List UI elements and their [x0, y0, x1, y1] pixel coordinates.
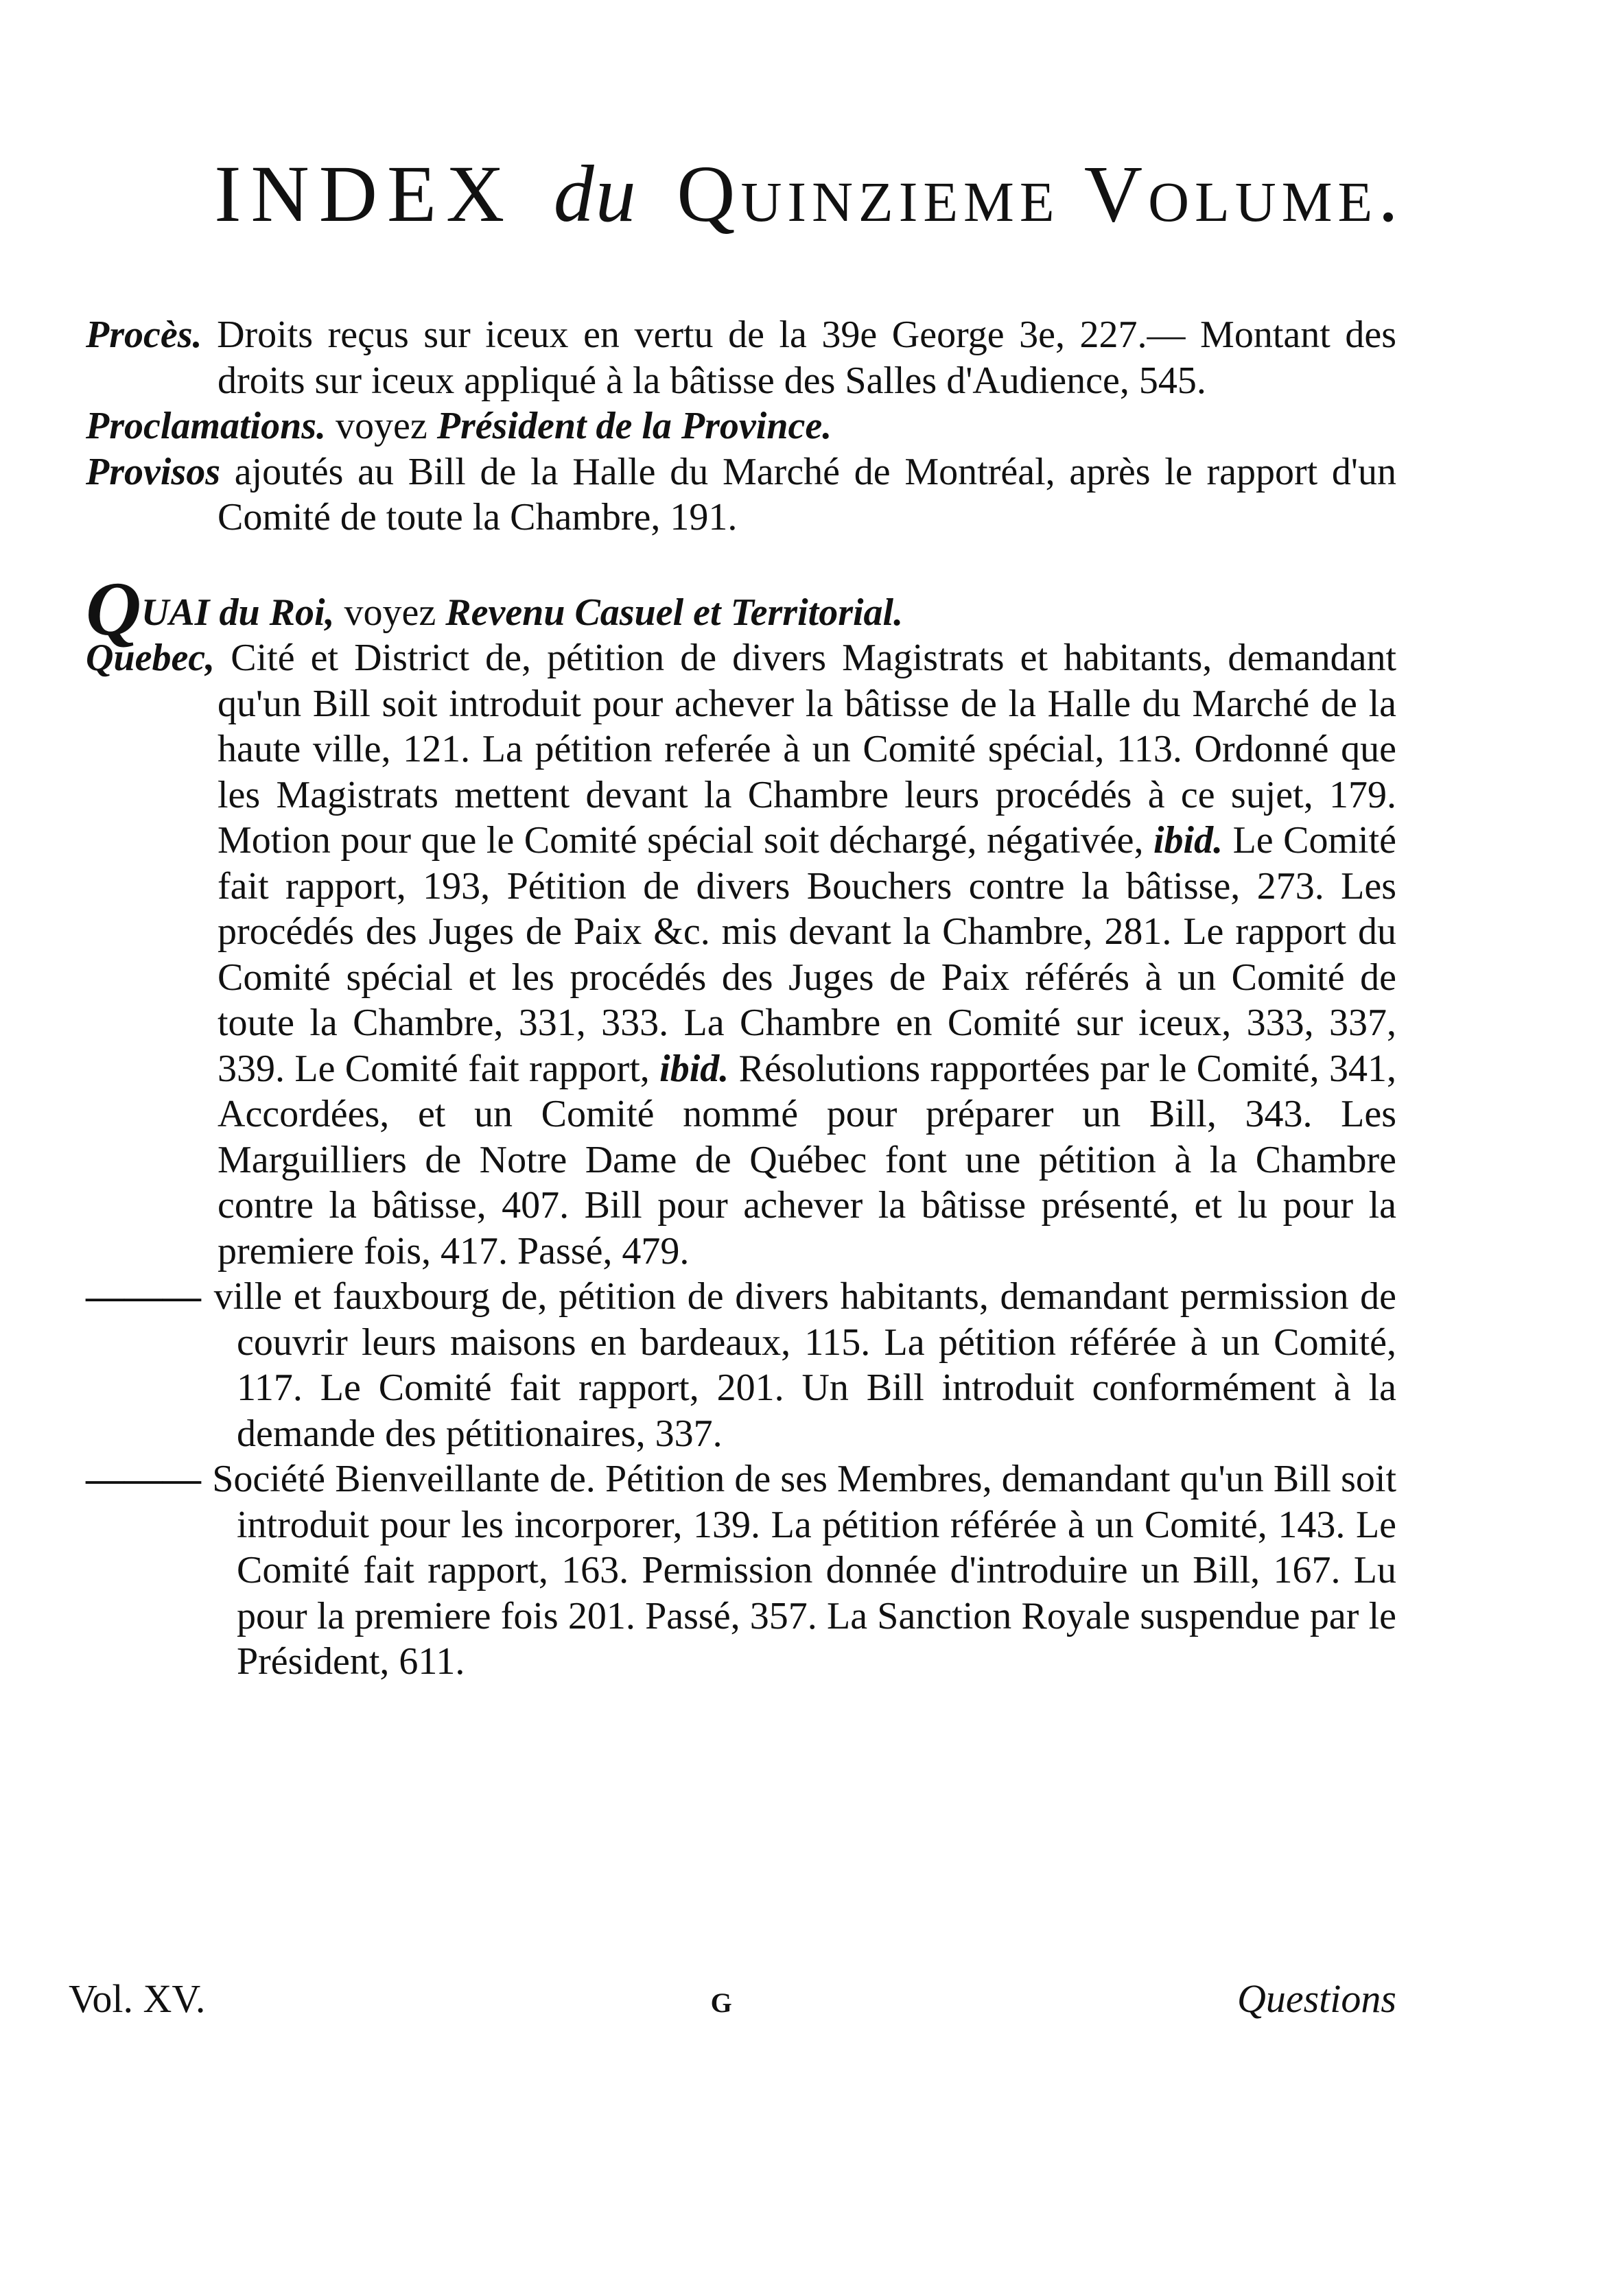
index-entry-quai-du-roi [86, 566, 1396, 652]
entry-label: UAI du Roi, [141, 591, 335, 634]
index-entry-quebec-societe [86, 1456, 1396, 1685]
entry-cross-reference: Président de la Province. [436, 405, 832, 447]
entry-label: Provisos [86, 450, 220, 493]
title-volume: Quinzieme Volume. [677, 149, 1404, 239]
entry-text: voyez [336, 405, 427, 447]
entry-text: voyez [344, 591, 436, 634]
catchword: Questions [1236, 1976, 1396, 2021]
entry-ibid: ibid. [659, 1047, 729, 1090]
index-entry-quebec-ville [86, 1274, 1396, 1456]
entry-text: Le Comité fait rapport, 193, Pétition de divers Bouchers contre la bâtisse, 273. Les procédés des Juges de Paix &c. mis devant la Chambre, 281. Le rapport du Comité spécial et les procédés des Juges de Paix référés à un Comité de toute la Chambre, 331, 333. La Chambre en Comité sur iceux, 333, 337, 339. Le Comité fait rapport, [218, 819, 1397, 1090]
index-entries [86, 312, 1396, 1685]
entry-label: Proclamations. [86, 405, 327, 447]
entry-text: Droits reçus sur iceux en vertu de la 39e George 3e, 227.— Montant des droits sur iceux appliqué à la bâtisse des Salles d'Audience, 545. [217, 313, 1397, 402]
index-entry-quebec [86, 635, 1396, 1274]
page-title [0, 150, 1618, 239]
continuation-dash: ——— [86, 1275, 201, 1318]
continuation-dash: ——— [86, 1458, 201, 1500]
index-entry-provisos [86, 449, 1396, 541]
entry-label: Procès. [86, 313, 202, 356]
index-entry-proces [86, 312, 1396, 403]
entry-text: Résolutions rapportées par le Comité, 341, Accordées, et un Comité nommé pour préparer un Bill, 343. Les Marguilliers de Notre Dame de Québec font une pétition à la Chambre contre la bâtisse, 407. Bill pour achever la bâtisse présenté, et lu pour la premiere fois, 417. Passé, 479. [218, 1047, 1397, 1273]
drop-cap-q: Q [86, 566, 141, 652]
entry-label: Quebec, [86, 637, 215, 679]
entry-text: ville et fauxbourg de, pétition de divers habitants, demandant permission de couvrir leurs maisons en bardeaux, 115. La pétition référée à un Comité, 117. Le Comité fait rapport, 201. Un Bill introduit conformément à la demande des pétitionaires, 337. [213, 1275, 1397, 1455]
volume-number: Vol. XV. [69, 1976, 206, 2021]
entry-text: ajoutés au Bill de la Halle du Marché de Montréal, après le rapport d'un Comité de toute la Chambre, 191. [218, 450, 1396, 539]
entry-cross-reference: Revenu Casuel et Territorial. [445, 591, 904, 634]
entry-ibid: ibid. [1153, 819, 1223, 862]
title-du: du [553, 149, 637, 239]
signature-mark: G [710, 1987, 732, 2018]
entry-text: Cité et District de, pétition de divers Magistrats et habitants, demandant qu'un Bill soit introduit pour achever la bâtisse de la Halle du Marché de la haute ville, 121. La pétition referée à un Comité spécial, 113. Ordonné que les Magistrats mettent devant la Chambre leurs procédés à ce sujet, 179. Motion pour que le Comité spécial soit déchargé, négativée, [218, 637, 1397, 862]
page-footer [69, 1976, 1396, 2022]
title-index: INDEX [214, 149, 515, 239]
entry-text: Société Bienveillante de. Pétition de ses Membres, demandant qu'un Bill soit introduit pour les incorporer, 139. La pétition référée à un Comité, 143. Le Comité fait rapport, 163. Permission donnée d'introduire un Bill, 167. Lu pour la premiere fois 201. Passé, 357. La Sanction Royale suspendue par le Président, 611. [212, 1458, 1397, 1683]
index-entry-proclamations [86, 403, 1396, 449]
